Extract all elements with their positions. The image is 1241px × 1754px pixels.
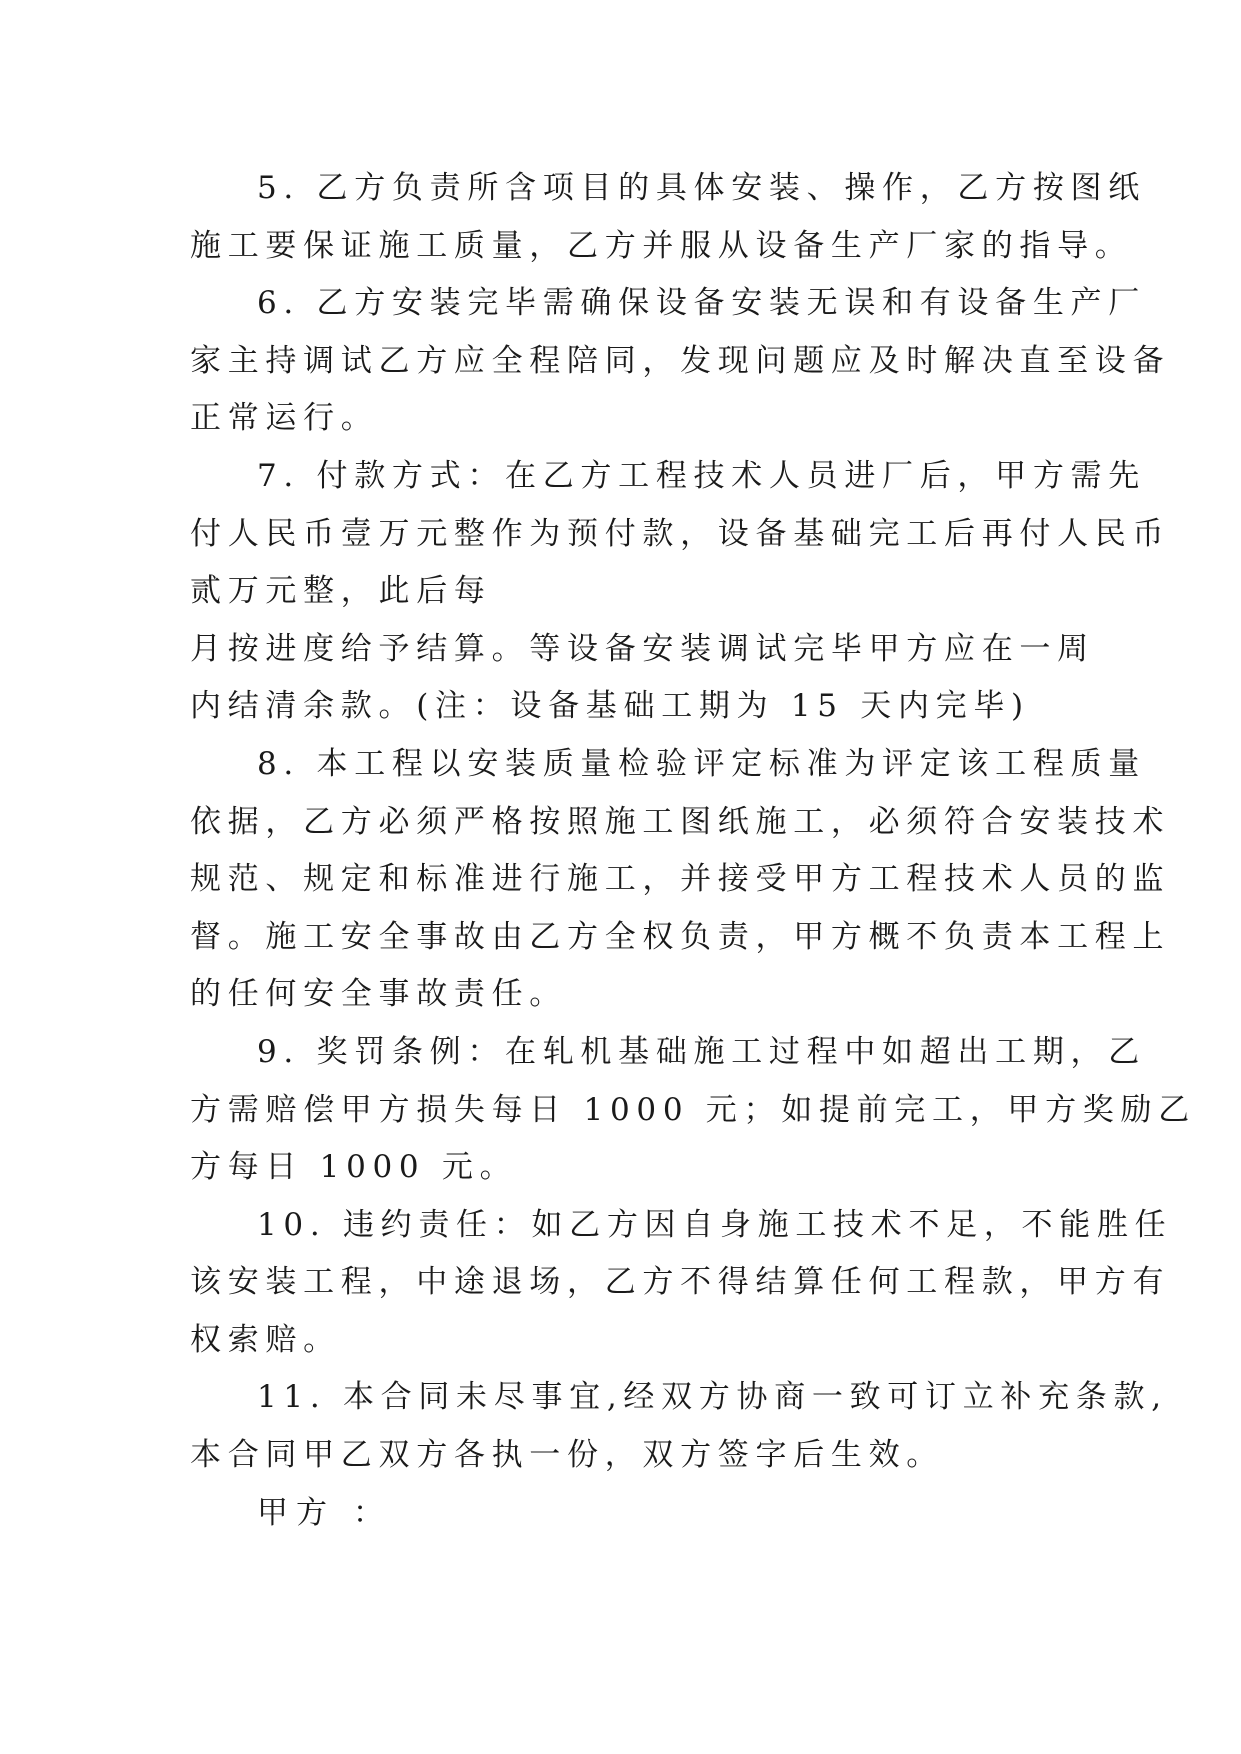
clause-7-line-3: 贰万元整，此后每: [190, 573, 492, 610]
clause-6-line-1: 6. 乙方安装完毕需确保设备安装无误和有设备生产厂: [257, 285, 1146, 322]
party-a-signature-label: 甲方 ：: [257, 1494, 392, 1531]
document-body: [190, 160, 1196, 1542]
clause-10-line-2: 该安装工程，中途退场，乙方不得结算任何工程款，甲方有: [190, 1264, 1171, 1301]
clause-10-line-1: 10. 违约责任：如乙方因自身施工技术不足，不能胜任: [257, 1206, 1173, 1243]
clause-11-line-2: 本合同甲乙双方各执一份，双方签字后生效。: [190, 1437, 944, 1474]
clause-6-line-2: 家主持调试乙方应全程陪同，发现问题应及时解决直至设备: [190, 342, 1171, 379]
clause-7-continuation: [190, 621, 1095, 736]
clause-7-line-1: 7. 付款方式：在乙方工程技术人员进厂后，甲方需先: [257, 457, 1146, 494]
clause-7: [190, 448, 1171, 621]
clause-11: [190, 1369, 1168, 1484]
clause-9-line-1: 9. 奖罚条例：在轧机基础施工过程中如超出工期，乙: [257, 1033, 1146, 1070]
clause-9: [190, 1024, 1196, 1197]
clause-7-cont-line-1: 月按进度给予结算。等设备安装调试完毕甲方应在一周: [190, 630, 1095, 667]
clause-10: [190, 1197, 1173, 1370]
clause-5-line-2: 施工要保证施工质量，乙方并服从设备生产厂家的指导。: [190, 227, 1133, 264]
clause-11-line-1: 11. 本合同未尽事宜,经双方协商一致可订立补充条款,: [257, 1379, 1168, 1416]
clause-9-line-3: 方每日 1000 元。: [190, 1149, 518, 1186]
clause-7-cont-line-2: 内结清余款。(注：设备基础工期为 15 天内完毕): [190, 688, 1030, 725]
clause-9-line-2: 方需赔偿甲方损失每日 1000 元；如提前完工，甲方奖励乙: [190, 1091, 1196, 1128]
clause-8-line-5: 的任何安全事故责任。: [190, 976, 567, 1013]
clause-8: [190, 736, 1171, 1024]
clause-5-line-1: 5. 乙方负责所含项目的具体安装、操作，乙方按图纸: [257, 170, 1146, 206]
clause-10-line-3: 权索赔。: [190, 1321, 341, 1358]
clause-5: [190, 160, 1146, 275]
clause-8-line-3: 规范、规定和标准进行施工，并接受甲方工程技术人员的监: [190, 861, 1171, 898]
clause-6-line-3: 正常运行。: [190, 400, 379, 437]
clause-8-line-2: 依据，乙方必须严格按照施工图纸施工，必须符合安装技术: [190, 803, 1171, 840]
clause-8-line-4: 督。施工安全事故由乙方全权负责，甲方概不负责本工程上: [190, 918, 1171, 955]
clause-7-line-2: 付人民币壹万元整作为预付款，设备基础完工后再付人民币: [190, 515, 1171, 552]
clause-6: [190, 275, 1171, 448]
clause-8-line-1: 8. 本工程以安装质量检验评定标准为评定该工程质量: [257, 745, 1146, 782]
